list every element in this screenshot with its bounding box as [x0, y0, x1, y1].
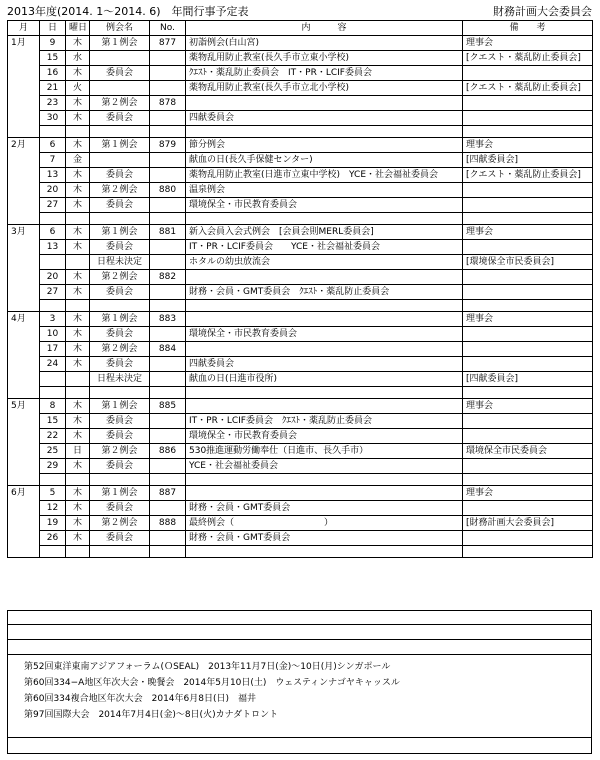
meeting-cell: 委員会 — [90, 459, 150, 474]
day-cell: 27 — [40, 285, 66, 300]
divider — [8, 624, 591, 625]
number-cell — [150, 168, 186, 183]
day-cell: 6 — [40, 138, 66, 153]
weekday-cell: 木 — [66, 516, 90, 531]
day-cell: 17 — [40, 342, 66, 357]
meeting-cell — [90, 51, 150, 66]
content-cell: 最終例会（ ） — [186, 516, 463, 531]
empty-cell — [40, 126, 66, 138]
meeting-cell: 第１例会 — [90, 399, 150, 414]
table-row — [8, 96, 593, 111]
number-cell — [150, 531, 186, 546]
empty-cell — [40, 474, 66, 486]
empty-cell — [463, 300, 593, 312]
weekday-cell: 水 — [66, 51, 90, 66]
weekday-cell: 木 — [66, 285, 90, 300]
table-header-row — [8, 21, 593, 36]
remarks-cell: [環境保全市民委員会] — [463, 255, 593, 270]
empty-cell — [90, 474, 150, 486]
content-cell — [186, 486, 463, 501]
committee-name: 財務計画大会委員会 — [493, 5, 592, 18]
schedule-body — [8, 36, 593, 558]
number-cell: 878 — [150, 96, 186, 111]
content-cell: 献血の日(日進市役所) — [186, 372, 463, 387]
empty-cell — [66, 387, 90, 399]
table-row — [8, 198, 593, 213]
content-cell: 新入会員入会式例会 [会員会則MERL委員会] — [186, 225, 463, 240]
day-cell: 25 — [40, 444, 66, 459]
day-cell: 29 — [40, 459, 66, 474]
remarks-cell — [463, 285, 593, 300]
event-note: 第52回東洋東南アジアフォーラム(ＯSEAL) 2013年11月7日(金)〜10日(月)シンガポール — [24, 662, 391, 672]
number-cell — [150, 285, 186, 300]
number-cell: 882 — [150, 270, 186, 285]
empty-cell — [186, 387, 463, 399]
content-cell — [186, 312, 463, 327]
remarks-cell: [四献委員会] — [463, 153, 593, 168]
day-cell: 24 — [40, 357, 66, 372]
remarks-cell: 理事会 — [463, 36, 593, 51]
empty-cell — [90, 546, 150, 558]
day-cell: 10 — [40, 327, 66, 342]
day-cell: 6 — [40, 225, 66, 240]
table-row — [8, 312, 593, 327]
content-cell — [186, 270, 463, 285]
content-cell: 四献委員会 — [186, 357, 463, 372]
day-cell: 22 — [40, 429, 66, 444]
empty-cell — [90, 126, 150, 138]
weekday-cell: 木 — [66, 36, 90, 51]
content-cell: 530推進運動労働奉仕（日進市、長久手市） — [186, 444, 463, 459]
month-cell: 1月 — [8, 36, 40, 138]
table-row — [8, 51, 593, 66]
number-cell — [150, 111, 186, 126]
day-cell: 23 — [40, 96, 66, 111]
document-title: 2013年度(2014. 1〜2014. 6) 年間行事予定表 — [7, 5, 249, 18]
empty-cell — [40, 546, 66, 558]
remarks-cell: 理事会 — [463, 225, 593, 240]
number-cell: 877 — [150, 36, 186, 51]
remarks-cell — [463, 183, 593, 198]
day-cell: 9 — [40, 36, 66, 51]
number-cell: 885 — [150, 399, 186, 414]
empty-cell — [186, 213, 463, 225]
header-no: No. — [150, 21, 186, 36]
empty-cell — [66, 213, 90, 225]
weekday-cell: 木 — [66, 399, 90, 414]
meeting-cell: 第２例会 — [90, 444, 150, 459]
remarks-cell: 環境保全市民委員会 — [463, 444, 593, 459]
weekday-cell: 日 — [66, 444, 90, 459]
spacer-row — [8, 126, 593, 138]
weekday-cell: 木 — [66, 459, 90, 474]
number-cell: 888 — [150, 516, 186, 531]
day-cell: 27 — [40, 198, 66, 213]
remarks-cell — [463, 414, 593, 429]
number-cell — [150, 414, 186, 429]
day-cell: 20 — [40, 183, 66, 198]
content-cell: 薬物乱用防止教室(長久手市立北小学校) — [186, 81, 463, 96]
remarks-cell — [463, 501, 593, 516]
content-cell: 献血の日(長久手保健センター) — [186, 153, 463, 168]
remarks-cell — [463, 240, 593, 255]
spacer-row — [8, 300, 593, 312]
empty-cell — [463, 387, 593, 399]
schedule-table — [7, 20, 593, 558]
day-cell: 7 — [40, 153, 66, 168]
day-cell: 3 — [40, 312, 66, 327]
remarks-cell: [財務計画大会委員会] — [463, 516, 593, 531]
content-cell — [186, 399, 463, 414]
divider — [8, 639, 591, 640]
spacer-row — [8, 387, 593, 399]
empty-cell — [186, 300, 463, 312]
content-cell: 節分例会 — [186, 138, 463, 153]
weekday-cell: 木 — [66, 270, 90, 285]
empty-cell — [66, 300, 90, 312]
empty-cell — [90, 213, 150, 225]
content-cell: 薬物乱用防止教室(長久手市立東小学校) — [186, 51, 463, 66]
weekday-cell: 木 — [66, 312, 90, 327]
day-cell: 15 — [40, 414, 66, 429]
day-cell: 26 — [40, 531, 66, 546]
weekday-cell: 木 — [66, 138, 90, 153]
number-cell: 881 — [150, 225, 186, 240]
content-cell: 環境保全・市民教育委員会 — [186, 198, 463, 213]
weekday-cell: 木 — [66, 414, 90, 429]
day-cell — [40, 255, 66, 270]
meeting-cell: 委員会 — [90, 414, 150, 429]
remarks-cell: 理事会 — [463, 399, 593, 414]
meeting-cell: 委員会 — [90, 531, 150, 546]
content-cell — [186, 96, 463, 111]
meeting-cell: 日程未決定 — [90, 372, 150, 387]
weekday-cell: 木 — [66, 198, 90, 213]
empty-cell — [463, 213, 593, 225]
header-month: 月 — [8, 21, 40, 36]
table-row — [8, 516, 593, 531]
table-row — [8, 486, 593, 501]
remarks-cell — [463, 459, 593, 474]
table-row — [8, 372, 593, 387]
number-cell — [150, 429, 186, 444]
number-cell — [150, 81, 186, 96]
content-cell: 温泉例会 — [186, 183, 463, 198]
empty-cell — [40, 300, 66, 312]
event-note: 第60回334−A地区年次大会・晩餐会 2014年5月10日(土) ウェスティンナゴヤキャッスル — [24, 678, 400, 688]
weekday-cell: 木 — [66, 168, 90, 183]
remarks-cell — [463, 357, 593, 372]
month-cell: 4月 — [8, 312, 40, 399]
day-cell: 20 — [40, 270, 66, 285]
weekday-cell — [66, 255, 90, 270]
number-cell — [150, 51, 186, 66]
empty-cell — [463, 126, 593, 138]
number-cell — [150, 153, 186, 168]
weekday-cell: 木 — [66, 66, 90, 81]
number-cell — [150, 66, 186, 81]
content-cell: 環境保全・市民教育委員会 — [186, 327, 463, 342]
empty-cell — [463, 546, 593, 558]
empty-cell — [186, 474, 463, 486]
day-cell: 13 — [40, 240, 66, 255]
remarks-cell — [463, 327, 593, 342]
table-row — [8, 153, 593, 168]
table-row — [8, 342, 593, 357]
number-cell — [150, 372, 186, 387]
weekday-cell: 木 — [66, 96, 90, 111]
content-cell: 四献委員会 — [186, 111, 463, 126]
event-note: 第60回334複合地区年次大会 2014年6月8日(日) 福井 — [24, 694, 257, 704]
meeting-cell: 委員会 — [90, 168, 150, 183]
table-row — [8, 327, 593, 342]
weekday-cell: 木 — [66, 486, 90, 501]
weekday-cell: 木 — [66, 531, 90, 546]
empty-cell — [66, 546, 90, 558]
meeting-cell: 委員会 — [90, 285, 150, 300]
remarks-cell — [463, 531, 593, 546]
table-row — [8, 444, 593, 459]
table-row — [8, 138, 593, 153]
number-cell: 887 — [150, 486, 186, 501]
table-row — [8, 168, 593, 183]
content-cell: 財務・会員・GMT委員会 — [186, 501, 463, 516]
content-cell: IT・PR・LCIF委員会 ｸｴｽﾄ・薬乱防止委員会 — [186, 414, 463, 429]
weekday-cell: 木 — [66, 111, 90, 126]
content-cell: 初詣例会(白山宮) — [186, 36, 463, 51]
table-row — [8, 183, 593, 198]
weekday-cell: 金 — [66, 153, 90, 168]
empty-cell — [90, 300, 150, 312]
day-cell: 19 — [40, 516, 66, 531]
table-row — [8, 255, 593, 270]
table-row — [8, 357, 593, 372]
meeting-cell: 委員会 — [90, 429, 150, 444]
content-cell: ｸｴｽﾄ・薬乱防止委員会 IT・PR・LCIF委員会 — [186, 66, 463, 81]
weekday-cell: 木 — [66, 225, 90, 240]
table-row — [8, 225, 593, 240]
meeting-cell: 委員会 — [90, 66, 150, 81]
table-row — [8, 414, 593, 429]
meeting-cell: 第２例会 — [90, 342, 150, 357]
content-cell — [186, 342, 463, 357]
meeting-cell: 第１例会 — [90, 225, 150, 240]
day-cell: 13 — [40, 168, 66, 183]
number-cell — [150, 198, 186, 213]
remarks-cell: [クエスト・薬乱防止委員会] — [463, 81, 593, 96]
remarks-cell — [463, 270, 593, 285]
remarks-cell — [463, 429, 593, 444]
table-row — [8, 429, 593, 444]
spacer-row — [8, 474, 593, 486]
meeting-cell: 委員会 — [90, 327, 150, 342]
empty-cell — [66, 474, 90, 486]
number-cell: 879 — [150, 138, 186, 153]
day-cell — [40, 372, 66, 387]
event-note: 第97回国際大会 2014年7月4日(金)〜8日(火)カナダトロント — [24, 710, 279, 720]
number-cell — [150, 255, 186, 270]
table-row — [8, 501, 593, 516]
number-cell — [150, 501, 186, 516]
weekday-cell: 木 — [66, 501, 90, 516]
meeting-cell: 委員会 — [90, 111, 150, 126]
weekday-cell: 木 — [66, 240, 90, 255]
empty-cell — [66, 126, 90, 138]
content-cell: 財務・会員・GMT委員会 — [186, 531, 463, 546]
meeting-cell: 第２例会 — [90, 96, 150, 111]
empty-cell — [150, 387, 186, 399]
meeting-cell: 第１例会 — [90, 36, 150, 51]
month-cell: 6月 — [8, 486, 40, 558]
remarks-cell: [四献委員会] — [463, 372, 593, 387]
remarks-cell — [463, 96, 593, 111]
meeting-cell: 委員会 — [90, 501, 150, 516]
header-meeting: 例会名 — [90, 21, 150, 36]
spacer-row — [8, 213, 593, 225]
weekday-cell: 火 — [66, 81, 90, 96]
remarks-cell — [463, 342, 593, 357]
meeting-cell: 委員会 — [90, 198, 150, 213]
table-row — [8, 531, 593, 546]
empty-cell — [150, 474, 186, 486]
month-cell: 3月 — [8, 225, 40, 312]
number-cell — [150, 327, 186, 342]
day-cell: 8 — [40, 399, 66, 414]
weekday-cell — [66, 372, 90, 387]
table-row — [8, 459, 593, 474]
day-cell: 16 — [40, 66, 66, 81]
day-cell: 5 — [40, 486, 66, 501]
number-cell: 880 — [150, 183, 186, 198]
meeting-cell: 日程未決定 — [90, 255, 150, 270]
table-row — [8, 240, 593, 255]
meeting-cell: 第１例会 — [90, 312, 150, 327]
remarks-cell: 理事会 — [463, 312, 593, 327]
meeting-cell: 第２例会 — [90, 270, 150, 285]
weekday-cell: 木 — [66, 342, 90, 357]
table-row — [8, 36, 593, 51]
number-cell: 884 — [150, 342, 186, 357]
number-cell — [150, 357, 186, 372]
empty-cell — [40, 387, 66, 399]
header-day: 日 — [40, 21, 66, 36]
content-cell: ホタルの幼虫放流会 — [186, 255, 463, 270]
remarks-cell: 理事会 — [463, 138, 593, 153]
remarks-cell: [クエスト・薬乱防止委員会] — [463, 168, 593, 183]
content-cell: 薬物乱用防止教室(日進市立東中学校) YCE・社会福祉委員会 — [186, 168, 463, 183]
table-row — [8, 81, 593, 96]
meeting-cell: 委員会 — [90, 240, 150, 255]
header-remarks: 備 考 — [463, 21, 593, 36]
table-row — [8, 66, 593, 81]
empty-cell — [40, 213, 66, 225]
empty-cell — [186, 546, 463, 558]
day-cell: 21 — [40, 81, 66, 96]
empty-cell — [463, 474, 593, 486]
month-cell: 5月 — [8, 399, 40, 486]
table-row — [8, 285, 593, 300]
notes-box — [7, 610, 592, 754]
day-cell: 15 — [40, 51, 66, 66]
empty-cell — [150, 126, 186, 138]
meeting-cell: 第２例会 — [90, 516, 150, 531]
weekday-cell: 木 — [66, 327, 90, 342]
meeting-cell: 第１例会 — [90, 138, 150, 153]
day-cell: 12 — [40, 501, 66, 516]
meeting-cell: 第２例会 — [90, 183, 150, 198]
empty-cell — [150, 300, 186, 312]
divider — [8, 654, 591, 655]
remarks-cell — [463, 111, 593, 126]
remarks-cell — [463, 66, 593, 81]
empty-cell — [150, 213, 186, 225]
meeting-cell: 第１例会 — [90, 486, 150, 501]
weekday-cell: 木 — [66, 183, 90, 198]
meeting-cell — [90, 153, 150, 168]
empty-cell — [90, 387, 150, 399]
content-cell: IT・PR・LCIF委員会 YCE・社会福祉委員会 — [186, 240, 463, 255]
weekday-cell: 木 — [66, 429, 90, 444]
number-cell: 886 — [150, 444, 186, 459]
header-content: 内 容 — [186, 21, 463, 36]
table-row — [8, 399, 593, 414]
number-cell — [150, 459, 186, 474]
header-weekday: 曜日 — [66, 21, 90, 36]
month-cell: 2月 — [8, 138, 40, 225]
weekday-cell: 木 — [66, 357, 90, 372]
day-cell: 30 — [40, 111, 66, 126]
meeting-cell: 委員会 — [90, 357, 150, 372]
remarks-cell: [クエスト・薬乱防止委員会] — [463, 51, 593, 66]
divider — [8, 737, 591, 738]
remarks-cell — [463, 198, 593, 213]
content-cell: 環境保全・市民教育委員会 — [186, 429, 463, 444]
table-row — [8, 111, 593, 126]
number-cell: 883 — [150, 312, 186, 327]
remarks-cell: 理事会 — [463, 486, 593, 501]
table-row — [8, 270, 593, 285]
empty-cell — [150, 546, 186, 558]
meeting-cell — [90, 81, 150, 96]
empty-cell — [186, 126, 463, 138]
content-cell: 財務・会員・GMT委員会 ｸｴｽﾄ・薬乱防止委員会 — [186, 285, 463, 300]
number-cell — [150, 240, 186, 255]
spacer-row — [8, 546, 593, 558]
content-cell: YCE・社会福祉委員会 — [186, 459, 463, 474]
